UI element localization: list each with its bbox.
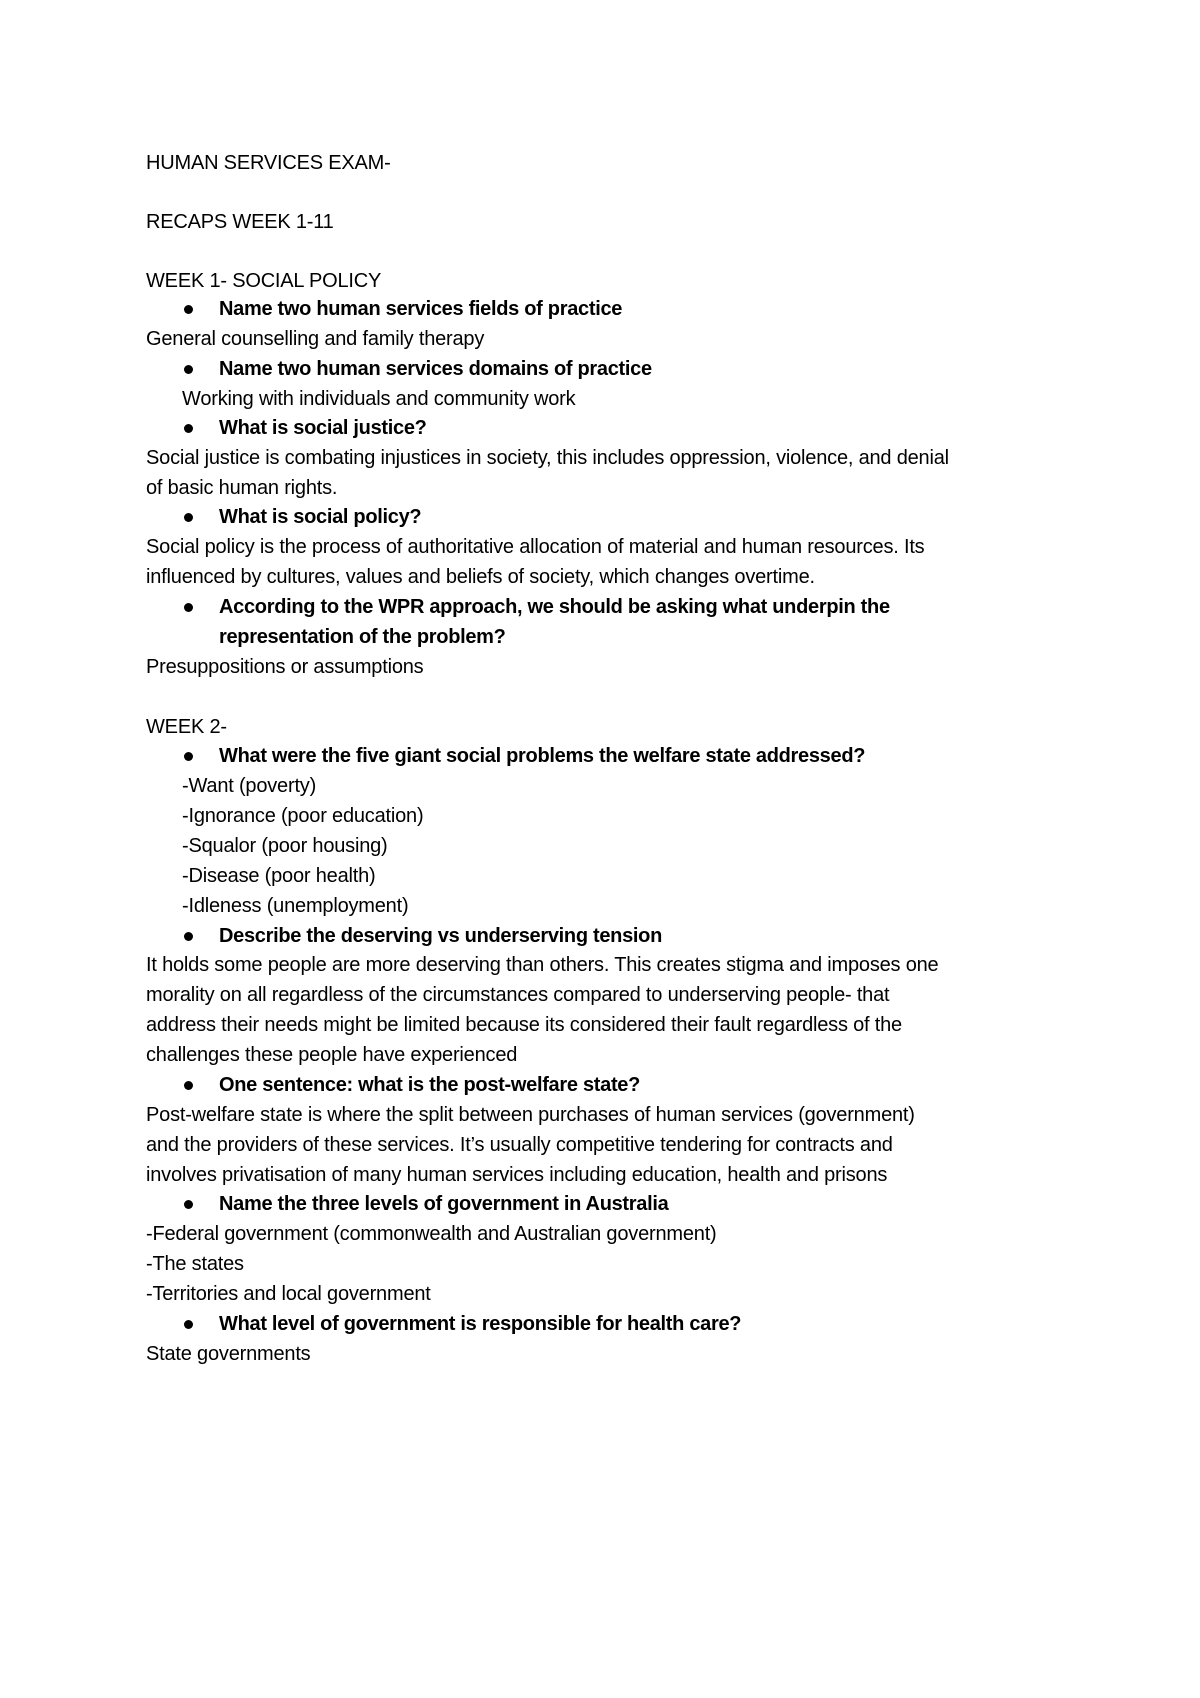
list-item: -The states bbox=[146, 1253, 244, 1275]
week2-heading: WEEK 2- bbox=[146, 716, 227, 738]
week1-question-3: What is social justice? bbox=[219, 417, 427, 439]
week1-answer-2: Working with individuals and community work bbox=[182, 388, 576, 410]
week1-question-4: What is social policy? bbox=[219, 506, 422, 528]
week1-heading: WEEK 1- SOCIAL POLICY bbox=[146, 270, 382, 292]
week2-answer-2-line-4: challenges these people have experienced bbox=[146, 1044, 518, 1066]
week2-question-1: What were the five giant social problems the welfare state addressed? bbox=[219, 745, 866, 767]
bullet-icon bbox=[184, 603, 193, 612]
bullet-icon bbox=[184, 513, 193, 522]
bullet-icon bbox=[184, 424, 193, 433]
week2-answer-2-line-3: address their needs might be limited because its considered their fault regardless of the bbox=[146, 1014, 902, 1036]
bullet-icon bbox=[184, 365, 193, 374]
week2-answer-3-line-3: involves privatisation of many human services including education, health and prisons bbox=[146, 1164, 888, 1186]
bullet-icon bbox=[184, 1200, 193, 1209]
list-item: -Squalor (poor housing) bbox=[182, 835, 388, 857]
week1-answer-3-line-1: Social justice is combating injustices in society, this includes oppression, violence, and denial bbox=[146, 447, 949, 469]
week2-answer-3-line-1: Post-welfare state is where the split between purchases of human services (government) bbox=[146, 1104, 915, 1126]
bullet-icon bbox=[184, 1320, 193, 1329]
list-item: -Federal government (commonwealth and Australian government) bbox=[146, 1223, 717, 1245]
bullet-icon bbox=[184, 305, 193, 314]
list-item: -Idleness (unemployment) bbox=[182, 895, 409, 917]
week1-answer-1: General counselling and family therapy bbox=[146, 328, 485, 350]
week1-answer-3-line-2: of basic human rights. bbox=[146, 477, 338, 499]
week2-question-2: Describe the deserving vs underserving tension bbox=[219, 925, 663, 947]
week1-question-5-line-2: representation of the problem? bbox=[219, 626, 506, 648]
list-item: -Want (poverty) bbox=[182, 775, 317, 797]
bullet-icon bbox=[184, 932, 193, 941]
week1-question-1: Name two human services fields of practice bbox=[219, 298, 623, 320]
week2-question-5: What level of government is responsible for health care? bbox=[219, 1313, 742, 1335]
list-item: -Disease (poor health) bbox=[182, 865, 376, 887]
week2-answer-2-line-1: It holds some people are more deserving than others. This creates stigma and imposes one bbox=[146, 954, 939, 976]
bullet-icon bbox=[184, 1081, 193, 1090]
week1-answer-4-line-1: Social policy is the process of authoritative allocation of material and human resources. Its bbox=[146, 536, 925, 558]
list-item: -Ignorance (poor education) bbox=[182, 805, 424, 827]
week2-question-4: Name the three levels of government in Australia bbox=[219, 1193, 669, 1215]
week2-answer-3-line-2: and the providers of these services. It’s usually competitive tendering for contracts and bbox=[146, 1134, 893, 1156]
week1-question-5-line-1: According to the WPR approach, we should be asking what underpin the bbox=[219, 596, 890, 618]
week2-question-3: One sentence: what is the post-welfare state? bbox=[219, 1074, 641, 1096]
document-subtitle: RECAPS WEEK 1-11 bbox=[146, 211, 334, 233]
week1-question-2: Name two human services domains of practice bbox=[219, 358, 652, 380]
week1-answer-4-line-2: influenced by cultures, values and beliefs of society, which changes overtime. bbox=[146, 566, 815, 588]
week2-answer-5: State governments bbox=[146, 1343, 311, 1365]
week2-answer-2-line-2: morality on all regardless of the circumstances compared to underserving people- that bbox=[146, 984, 890, 1006]
document-title: HUMAN SERVICES EXAM- bbox=[146, 152, 391, 174]
bullet-icon bbox=[184, 752, 193, 761]
list-item: -Territories and local government bbox=[146, 1283, 431, 1305]
week1-answer-5: Presuppositions or assumptions bbox=[146, 656, 424, 678]
